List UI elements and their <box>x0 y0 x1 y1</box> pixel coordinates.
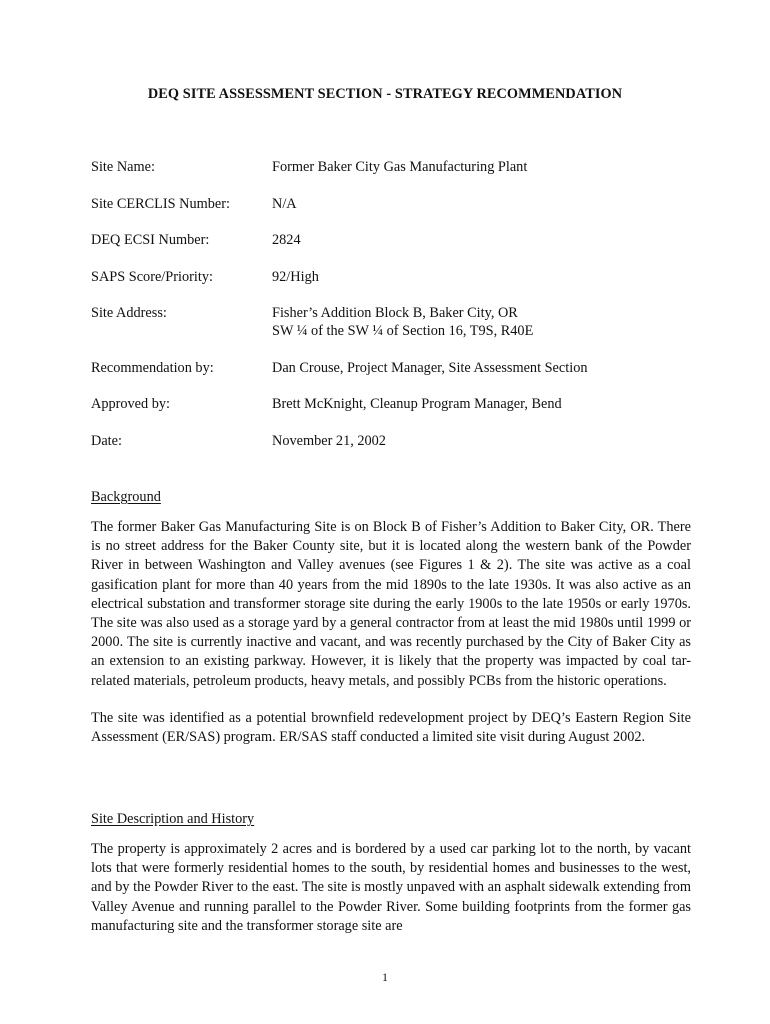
field-value <box>272 304 691 340</box>
page-number: 1 <box>382 970 388 984</box>
field-recommendation-by <box>91 359 691 377</box>
field-label: Date: <box>91 432 122 449</box>
field-site-address <box>91 304 691 340</box>
background-paragraph: The former Baker Gas Manufacturing Site is on Block B of Fisher’s Addition to Baker City, OR. There is no street address for the Baker County site, but it is located along the western bank of the Powder River in between Washington and Valley avenues (see Figures 1 & 2). The site was active as a coal gasification plant for more than 40 years from the mid 1890s to the late 1930s. It was also active as an electrical substation and transformer storage site during the early 1900s to the late 1950s or early 1970s. The site was also used as a storage yard by a general contractor from at least the mid 1980s until 1999 or 2000. The site is currently inactive and vacant, and was recently purchased by the City of Baker City as an extension to an existing parkway. However, it is likely that the property was impacted by coal tar-related materials, petroleum products, heavy metals, and possibly PCBs from the historic operations. <box>91 519 691 689</box>
field-label: Site Name: <box>91 159 155 175</box>
site-info-table <box>91 158 691 468</box>
field-value <box>272 195 691 213</box>
background-heading: Background <box>91 489 161 505</box>
field-value-line: 92/High <box>272 268 319 285</box>
field-value-line: 2824 <box>272 232 301 248</box>
field-site-name <box>91 158 691 176</box>
field-value-line: SW ¼ of the SW ¼ of Section 16, T9S, R40E <box>272 323 534 339</box>
field-value-line: Brett McKnight, Cleanup Program Manager, Bend <box>272 396 562 412</box>
field-ecsi-number <box>91 231 691 249</box>
field-value-line: Fisher’s Addition Block B, Baker City, OR <box>272 305 518 321</box>
field-date <box>91 432 691 450</box>
field-value <box>272 231 691 249</box>
field-value-line: Former Baker City Gas Manufacturing Plant <box>272 159 528 175</box>
field-cerclis-number <box>91 195 691 213</box>
field-value-line: N/A <box>272 195 297 212</box>
field-label: DEQ ECSI Number: <box>91 232 210 248</box>
field-value <box>272 432 691 450</box>
background-paragraph: The site was identified as a potential brownfield redevelopment project by DEQ’s Eastern Region Site Assessment (ER/SAS) program. ER/SAS staff conducted a limited site visit during August 2002. <box>91 709 691 746</box>
field-value <box>272 395 691 413</box>
field-label: Site CERCLIS Number: <box>91 195 230 212</box>
field-label: Approved by: <box>91 396 171 412</box>
field-value-line: Dan Crouse, Project Manager, Site Assessment Section <box>272 359 588 376</box>
document-title: DEQ SITE ASSESSMENT SECTION - STRATEGY RECOMMENDATION <box>147 86 623 102</box>
history-section <box>91 810 691 936</box>
field-value-line: November 21, 2002 <box>272 432 386 449</box>
field-value <box>272 268 691 286</box>
field-approved-by <box>91 395 691 413</box>
history-paragraph: The property is approximately 2 acres and is bordered by a used car parking lot to the north, by vacant lots that were formerly residential homes to the south, by residential homes and businesses to the west, and by the Powder River to the east. The site is mostly unpaved with an asphalt sidewalk extending from Valley Avenue and running parallel to the Powder River. Some building footprints from the former gas manufacturing site and the transformer storage site are <box>91 841 691 934</box>
history-heading: Site Description and History <box>91 811 255 827</box>
field-label: SAPS Score/Priority: <box>91 268 213 285</box>
background-section <box>91 488 691 747</box>
field-value <box>272 359 691 377</box>
field-saps-score <box>91 268 691 286</box>
field-label: Site Address: <box>91 305 167 321</box>
field-value <box>272 158 691 176</box>
field-label: Recommendation by: <box>91 359 214 376</box>
